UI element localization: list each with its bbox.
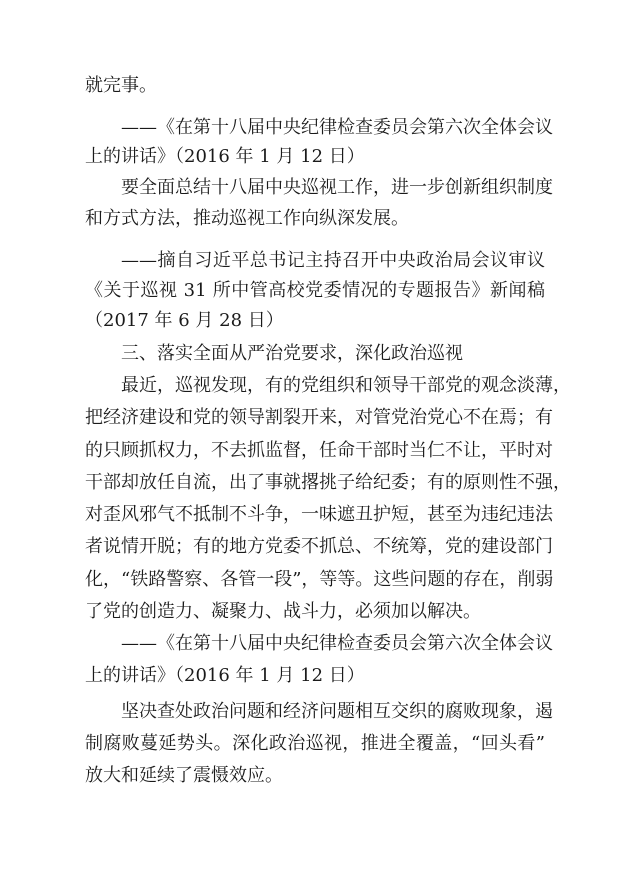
- citation-line: ——摘自习近平总书记主持召开中央政治局会议审议: [121, 250, 545, 271]
- citation-line: 《关于巡视 31 所中管高校党委情况的专题报告》新闻稿: [85, 280, 545, 301]
- text-line: 放大和延续了震慑效应。: [85, 765, 283, 786]
- text-line: 坚决查处政治问题和经济问题相互交织的腐败现象，遏: [121, 701, 553, 722]
- text-line: 的只顾抓权力，不去抓监督，任命干部时当仁不让，平时对: [85, 440, 553, 461]
- citation-line: ——《在第十八届中央纪律检查委员会第六次全体会议: [121, 117, 553, 138]
- text-line: 化，“铁路警察、各管一段”，等等。这些问题的存在，削弱: [85, 569, 554, 590]
- citation-line: （2017 年 6 月 28 日）: [85, 310, 284, 331]
- citation-line: ——《在第十八届中央纪律检查委员会第六次全体会议: [121, 633, 553, 654]
- citation-line: 上的讲话》（2016 年 1 月 12 日）: [85, 146, 365, 167]
- section-heading: 三、落实全面从严治党要求，深化政治巡视: [121, 343, 463, 364]
- text-line: 和方式方法，推动巡视工作向纵深发展。: [85, 208, 409, 229]
- text-line: 要全面总结十八届中央巡视工作，进一步创新组织制度: [121, 177, 553, 198]
- citation-line: 上的讲话》（2016 年 1 月 12 日）: [85, 665, 365, 686]
- text-line: 把经济建设和党的领导割裂开来，对管党治党心不在焉；有: [85, 407, 553, 428]
- text-line: 者说情开脱；有的地方党委不抓总、不统筹，党的建设部门: [85, 536, 553, 557]
- text-line: 对歪风邪气不抵制不斗争，一味遮丑护短，甚至为违纪违法: [85, 504, 553, 525]
- text-line: 制腐败蔓延势头。深化政治巡视，推进全覆盖，“回头看”: [85, 733, 545, 754]
- text-line: 就完事。: [85, 75, 157, 96]
- text-line: 干部却放任自流，出了事就撂挑子给纪委；有的原则性不强，: [85, 472, 571, 493]
- text-line: 最近，巡视发现，有的党组织和领导干部党的观念淡薄，: [121, 375, 571, 396]
- text-line: 了党的创造力、凝聚力、战斗力，必须加以解决。: [85, 601, 481, 622]
